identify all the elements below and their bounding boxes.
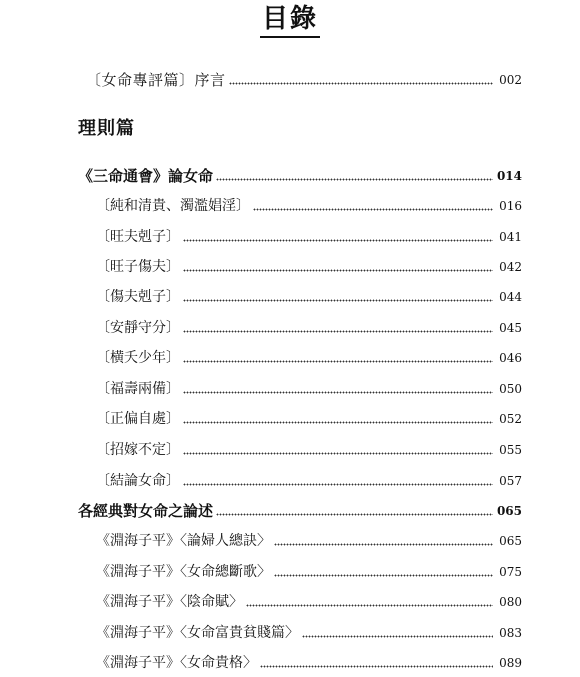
toc-entry-page: 083 <box>499 626 522 640</box>
toc-entry-label: 〔福壽兩備〕 <box>96 381 180 397</box>
toc-entry-label: 〔招嫁不定〕 <box>96 442 180 458</box>
toc-entry[interactable] <box>96 653 522 673</box>
toc-entry[interactable] <box>96 379 522 399</box>
toc-entry-page: 014 <box>496 169 522 183</box>
toc-entry-label: 各經典對女命之論述 <box>78 502 214 520</box>
leader-dots <box>183 287 493 307</box>
leader-dots <box>216 166 493 186</box>
toc-entry-page: 002 <box>499 73 522 87</box>
toc-entry[interactable] <box>96 287 522 307</box>
toc-entry-page: 045 <box>499 321 522 335</box>
toc-entry-label: 《三命通會》論女命 <box>78 167 214 185</box>
leader-dots <box>183 379 493 399</box>
leader-dots <box>183 257 493 277</box>
toc-entry-page: 016 <box>499 199 522 213</box>
toc-entry-page: 065 <box>496 504 522 518</box>
toc-entry[interactable] <box>96 531 522 551</box>
leader-dots <box>183 348 493 368</box>
toc-entry[interactable] <box>78 166 522 186</box>
toc-entry[interactable] <box>96 592 522 612</box>
toc-entry-page: 065 <box>499 534 522 548</box>
toc-entry-page: 042 <box>499 260 522 274</box>
toc-entry-label: 〔安靜守分〕 <box>96 320 180 336</box>
toc-entry[interactable] <box>96 440 522 460</box>
leader-dots <box>183 227 493 247</box>
toc-entry-label: 《淵海子平》〈陰命賦〉 <box>96 594 243 610</box>
toc-entry-page: 044 <box>499 290 522 304</box>
leader-dots <box>183 440 493 460</box>
toc-entry-label: 《淵海子平》〈女命總斷歌〉 <box>96 564 271 580</box>
toc-entry-label: 〔旺夫剋子〕 <box>96 229 180 245</box>
toc-entry-label: 《淵海子平》〈論婦人總訣〉 <box>96 533 271 549</box>
leader-dots <box>302 623 493 643</box>
leader-dots <box>229 70 493 90</box>
toc-entry-page: 080 <box>499 595 522 609</box>
toc-entry[interactable] <box>96 257 522 277</box>
toc-entry-page: 075 <box>499 565 522 579</box>
toc-entry-label: 〔結論女命〕 <box>96 473 180 489</box>
toc-entry[interactable] <box>96 471 522 491</box>
toc-entry-page: 089 <box>499 656 522 670</box>
leader-dots <box>246 592 493 612</box>
toc-entry-page: 055 <box>499 443 522 457</box>
leader-dots <box>253 196 493 216</box>
toc-entry-page: 046 <box>499 351 522 365</box>
leader-dots <box>260 653 493 673</box>
toc-entry-page: 052 <box>499 412 522 426</box>
section-title: 理則篇 <box>78 118 135 139</box>
toc-entry[interactable] <box>96 562 522 582</box>
toc-entry-label: 〔女命專評篇〕序言 <box>86 71 226 89</box>
leader-dots <box>183 318 493 338</box>
toc-entry-label: 〔旺子傷夫〕 <box>96 259 180 275</box>
title-container <box>0 4 580 38</box>
toc-entry[interactable] <box>96 227 522 247</box>
toc-entry[interactable] <box>78 501 522 521</box>
toc-entry[interactable] <box>96 348 522 368</box>
toc-entry-label: 〔正偏自處〕 <box>96 411 180 427</box>
leader-dots <box>183 471 493 491</box>
leader-dots <box>216 501 493 521</box>
toc-entry[interactable] <box>96 623 522 643</box>
toc-entry[interactable] <box>96 196 522 216</box>
leader-dots <box>183 409 493 429</box>
toc-entry[interactable] <box>96 318 522 338</box>
toc-entry-label: 《淵海子平》〈女命貴格〉 <box>96 655 257 671</box>
toc-entry-page: 041 <box>499 230 522 244</box>
toc-entry[interactable] <box>96 409 522 429</box>
toc-entry-label: 〔傷夫剋子〕 <box>96 289 180 305</box>
toc-entry-page: 057 <box>499 474 522 488</box>
leader-dots <box>274 531 493 551</box>
page-title: 目錄 <box>260 4 320 38</box>
toc-entry-label: 《淵海子平》〈女命富貴貧賤篇〉 <box>96 625 299 641</box>
toc-entry-label: 〔横夭少年〕 <box>96 350 180 366</box>
toc-entry-preface[interactable] <box>86 70 522 90</box>
leader-dots <box>274 562 493 582</box>
toc-entry-page: 050 <box>499 382 522 396</box>
toc-entry-label: 〔純和清貴、濁濫娼淫〕 <box>96 198 250 214</box>
